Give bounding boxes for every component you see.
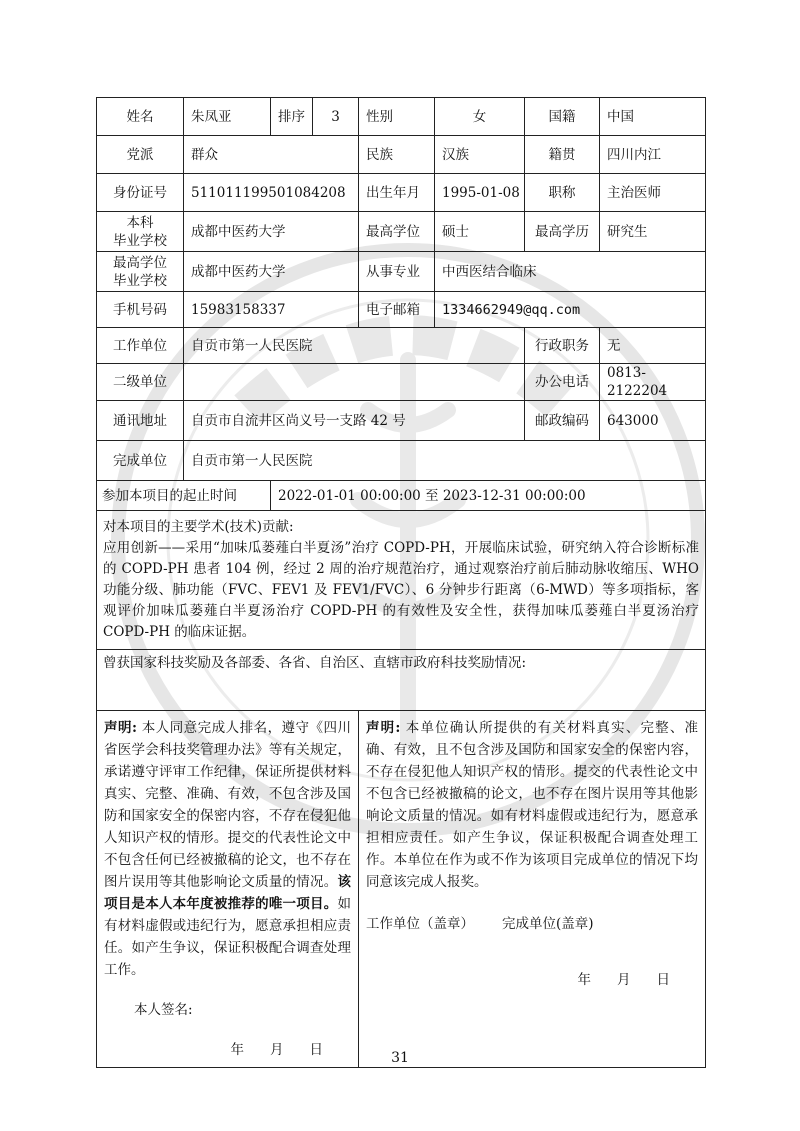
complete-unit-value: 自贡市第一人民医院: [184, 441, 706, 481]
nationality-value: 中国: [600, 98, 706, 136]
major-value: 中西医结合临床: [435, 252, 706, 292]
party-label: 党派: [97, 136, 184, 174]
decl-right-head: 声明:: [366, 720, 401, 736]
rank-value: 3: [313, 98, 359, 136]
unit-date: 年 月 日: [577, 972, 670, 988]
undergrad-school: 成都中医药大学: [184, 212, 359, 252]
title-value: 主治医师: [600, 174, 706, 212]
native-label: 籍贯: [525, 136, 600, 174]
name-value: 朱凤亚: [184, 98, 271, 136]
period-label: 参加本项目的起止时间: [97, 481, 271, 511]
postcode-label: 邮政编码: [525, 401, 600, 441]
decl-left-bold: 该项目是本人本年度被推荐的唯一项目。: [104, 874, 351, 912]
undergrad-label: 本科 毕业学校: [97, 212, 184, 252]
id-value: 511011199501084208: [184, 174, 359, 212]
contribution-block: [97, 511, 706, 650]
highdeg-label: 最高学位 毕业学校: [97, 252, 184, 292]
ethnicity-label: 民族: [359, 136, 435, 174]
complete-unit-label: 完成单位: [97, 441, 184, 481]
address-value: 自贡市自流井区尚义号一支路 42 号: [184, 401, 525, 441]
nationality-label: 国籍: [525, 98, 600, 136]
awards-block: [97, 650, 706, 711]
postcode-value: 643000: [600, 401, 706, 441]
phone-label: 手机号码: [97, 292, 184, 328]
ethnicity-value: 汉族: [435, 136, 525, 174]
signature-label: 本人签名:: [134, 1002, 193, 1018]
sub-unit-label: 二级单位: [97, 364, 184, 401]
birth-value: 1995-01-08: [435, 174, 525, 212]
degree-label: 最高学位: [359, 212, 435, 252]
native-value: 四川内江: [600, 136, 706, 174]
title-label: 职称: [525, 174, 600, 212]
major-label: 从事专业: [359, 252, 435, 292]
unit-declaration: [359, 711, 706, 1068]
decl-left-head: 声明:: [104, 720, 137, 736]
degree-value: 硕士: [435, 212, 525, 252]
admin-value: 无: [600, 328, 706, 364]
personal-date: 年 月 日: [230, 1042, 323, 1058]
rank-label: 排序: [271, 98, 313, 136]
gender-label: 性别: [359, 98, 435, 136]
email-value: 1334662949@qq.com: [435, 292, 706, 328]
birth-label: 出生年月: [359, 174, 435, 212]
complete-seal-label: 完成单位(盖章): [502, 916, 594, 932]
name-label: 姓名: [97, 98, 184, 136]
seal-labels: [366, 913, 698, 935]
personal-declaration: [97, 711, 359, 1068]
office-phone-label: 办公电话: [525, 364, 600, 401]
gender-value: 女: [435, 98, 525, 136]
work-unit-value: 自贡市第一人民医院: [184, 328, 525, 364]
address-label: 通讯地址: [97, 401, 184, 441]
sub-unit-value: [184, 364, 525, 401]
id-label: 身份证号: [97, 174, 184, 212]
page-number: 31: [391, 1050, 409, 1066]
decl-left-text-2: 如有材料虚假或违纪行为，愿意承担相应责任。如产生争议，保证积极配合调查处理工作。: [104, 896, 351, 978]
email-label: 电子邮箱: [359, 292, 435, 328]
admin-label: 行政职务: [525, 328, 600, 364]
highdeg-school: 成都中医药大学: [184, 252, 359, 292]
contribution-text: 应用创新——采用“加味瓜蒌薤白半夏汤”治疗 COPD-PH，开展临床试验，研究纳入符合诊断标准的 COPD-PH 患者 104 例，经过 2 周的治疗规范治疗，通过观察治疗前后肺动脉收缩压、WHO 功能分级、肺功能（FVC、FEV1 及 FEV1/FVC）、6 分钟步行距离（6-MWD）等多项指标，客观评价加味瓜蒌薤白半夏汤治疗 COPD-PH 的有效性及安全性，获得加味瓜蒌薤白半夏汤治疗 COPD-PH 的临床证据。: [103, 540, 699, 640]
work-seal-label: 工作单位（盖章）: [366, 916, 474, 932]
decl-left-text-1: 本人同意完成人排名，遵守《四川省医学会科技奖管理办法》等有关规定，承诺遵守评审工作纪律，保证所提供材料真实、完整、准确、有效，不包含涉及国防和国家安全的保密内容，不存在侵犯他人知识产权的情形。提交的代表性论文中不包含任何已经被撤稿的论文，也不存在图片误用等其他影响论文质量的情况。: [104, 720, 351, 890]
education-label: 最高学历: [525, 212, 600, 252]
office-phone-value: 0813-2122204: [600, 364, 706, 401]
awards-label: 曾获国家科技奖励及各部委、各省、自治区、直辖市政府科技奖励情况:: [103, 655, 527, 671]
education-value: 研究生: [600, 212, 706, 252]
decl-right-text: 本单位确认所提供的有关材料真实、完整、准确、有效，且不包含涉及国防和国家安全的保密内容，不存在侵犯他人知识产权的情形。提交的代表性论文中不包含已经被撤稿的论文，也不存在图片误用等其他影响论文质量的情况。如有材料虚假或违纪行为，愿意承担相应责任。如产生争议，保证积极配合调查处理工作。本单位在作为或不作为该项目完成单位的情况下均同意该完成人报奖。: [366, 720, 698, 890]
period-value: 2022-01-01 00:00:00 至 2023-12-31 00:00:00: [271, 481, 706, 511]
phone-value: 15983158337: [184, 292, 359, 328]
contribution-label: 对本项目的主要学术(技术)贡献:: [103, 519, 294, 535]
applicant-form: [96, 97, 706, 1068]
work-unit-label: 工作单位: [97, 328, 184, 364]
party-value: 群众: [184, 136, 359, 174]
